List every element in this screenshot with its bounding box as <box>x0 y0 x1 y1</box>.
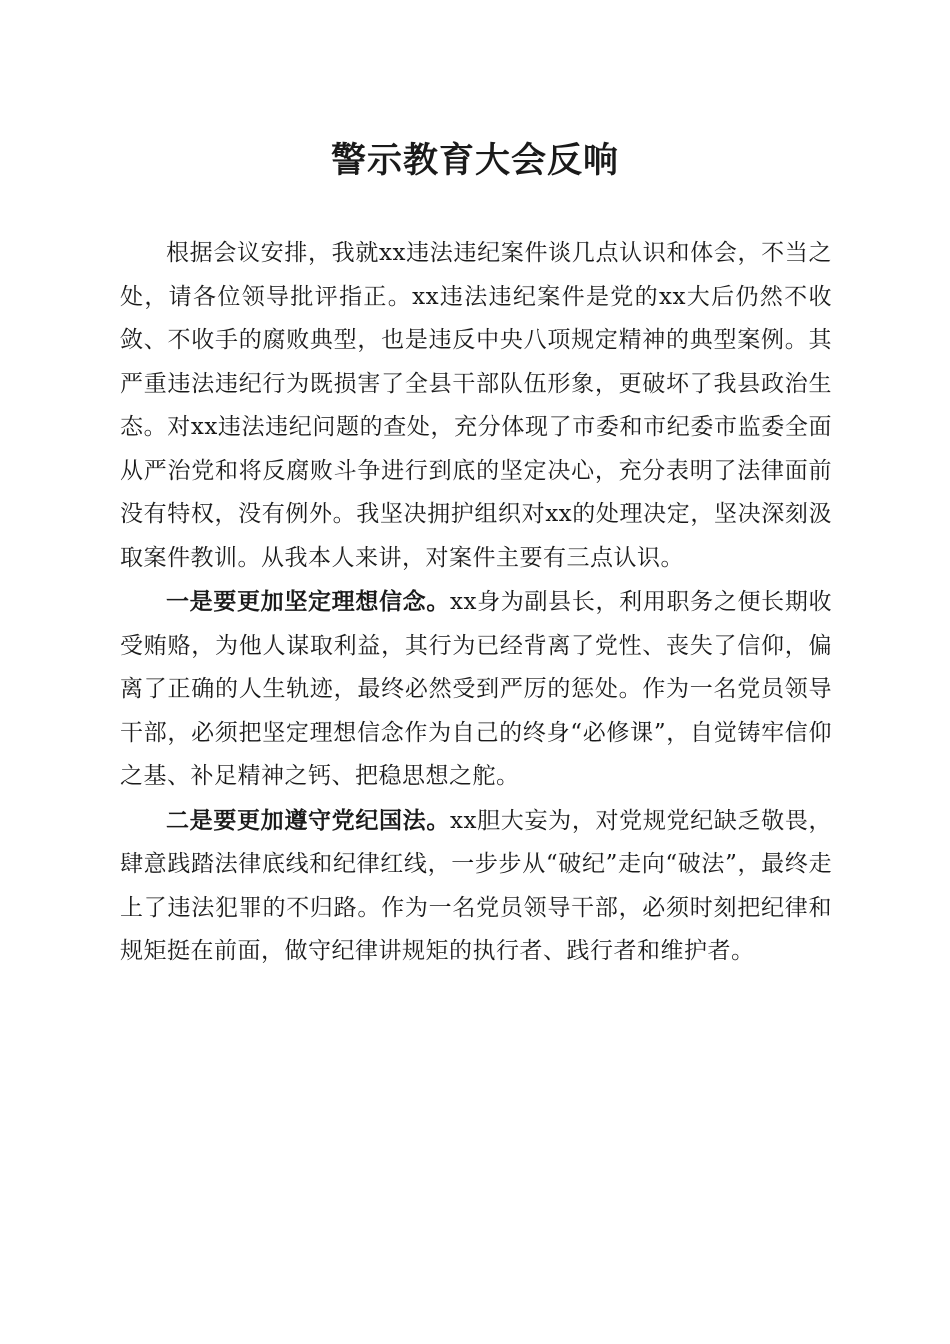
document-body <box>120 231 832 974</box>
paragraph-text: 根据会议安排，我就xx违法违纪案件谈几点认识和体会，不当之处，请各位领导批评指正。xx违法违纪案件是党的xx大后仍然不收敛、不收手的腐败典型，也是违反中央八项规定精神的典型案例。其严重违法违纪行为既损害了全县干部队伍形象，更破坏了我县政治生态。对xx违法违纪问题的查处，充分体现了市委和市纪委市监委全面从严治党和将反腐败斗争进行到底的坚定决心，充分表明了法律面前没有特权，没有例外。我坚决拥护组织对xx的处理决定，坚决深刻汲取案件教训。从我本人来讲，对案件主要有三点认识。 <box>120 240 832 571</box>
document-title: 警示教育大会反响 <box>330 140 619 181</box>
paragraph-point-two <box>120 799 832 974</box>
paragraph-text: xx身为副县长，利用职务之便长期收受贿赂，为他人谋取利益，其行为已经背离了党性、丧失了信仰，偏离了正确的人生轨迹，最终必然受到严厉的惩处。作为一名党员领导干部，必须把坚定理想信念作为自己的终身“必修课”，自觉铸牢信仰之基、补足精神之钙、把稳思想之舵。 <box>120 589 832 789</box>
paragraph-point-one <box>120 580 832 799</box>
paragraph-text: xx胆大妄为，对党规党纪缺乏敬畏，肆意践踏法律底线和纪律红线，一步步从“破纪”走向“破法”，最终走上了违法犯罪的不归路。作为一名党员领导干部，必须时刻把纪律和规矩挺在前面，做守纪律讲规矩的执行者、践行者和维护者。 <box>120 807 832 964</box>
paragraph-lead: 二是要更加遵守党纪国法。 <box>166 806 451 834</box>
paragraph-lead: 一是要更加坚定理想信念。 <box>166 588 451 615</box>
paragraph-intro <box>120 231 832 580</box>
